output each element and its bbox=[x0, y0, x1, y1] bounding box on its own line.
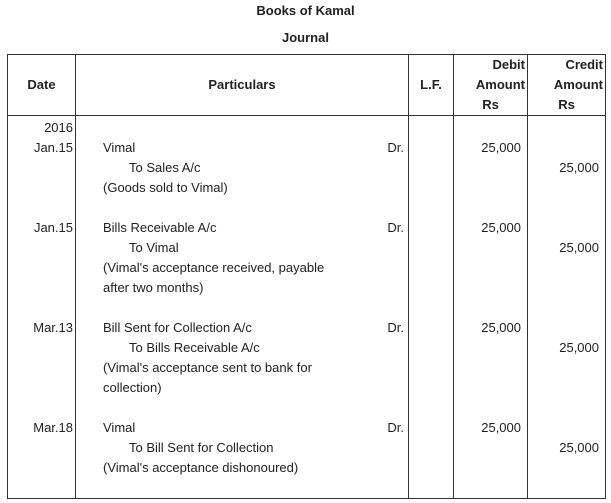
credit-account: To Bills Receivable A/c bbox=[129, 340, 260, 355]
debit-amount: 25,000 bbox=[481, 220, 521, 235]
credit-account: To Sales A/c bbox=[129, 160, 201, 175]
dr-label: Dr. bbox=[387, 220, 404, 235]
credit-amount: 25,000 bbox=[559, 340, 599, 355]
debit-account: Bill Sent for Collection A/c bbox=[103, 320, 252, 335]
dr-label: Dr. bbox=[387, 320, 404, 335]
debit-account-line bbox=[103, 418, 404, 438]
debit-account-line bbox=[103, 318, 404, 338]
lf-column bbox=[409, 116, 454, 499]
narration: (Vimal's acceptance sent to bank for bbox=[103, 360, 312, 375]
col-credit bbox=[528, 55, 606, 116]
col-debit-line: Rs bbox=[482, 97, 499, 112]
col-debit bbox=[454, 55, 528, 116]
book-title: Books of Kamal bbox=[256, 3, 355, 18]
col-credit-line: Amount bbox=[553, 77, 603, 92]
dr-label: Dr. bbox=[387, 420, 404, 435]
col-credit-line: Credit bbox=[565, 57, 603, 72]
debit-account: Vimal bbox=[103, 140, 136, 155]
journal-table bbox=[7, 54, 606, 499]
header-row bbox=[8, 55, 606, 116]
narration: (Vimal's acceptance received, payable bbox=[103, 260, 325, 275]
year-label: 2016 bbox=[44, 120, 73, 135]
col-credit-line: Rs bbox=[558, 97, 575, 112]
credit-account: To Bill Sent for Collection bbox=[129, 440, 274, 455]
entry-date: Jan.15 bbox=[33, 220, 73, 235]
col-date: Date bbox=[8, 55, 76, 116]
debit-account-line bbox=[103, 138, 404, 158]
narration: (Vimal's acceptance dishonoured) bbox=[103, 460, 299, 475]
col-debit-line: Amount bbox=[475, 77, 525, 92]
credit-amount: 25,000 bbox=[559, 440, 599, 455]
journal-body bbox=[8, 116, 606, 499]
entry-date: Mar.13 bbox=[33, 320, 73, 335]
particulars-column bbox=[76, 116, 409, 499]
debit-account-line bbox=[103, 218, 404, 238]
narration: collection) bbox=[103, 380, 162, 395]
credit-account: To Vimal bbox=[129, 240, 179, 255]
credit-column bbox=[528, 116, 606, 499]
credit-amount: 25,000 bbox=[559, 240, 599, 255]
journal-title: Journal bbox=[282, 30, 329, 45]
debit-amount: 25,000 bbox=[481, 320, 521, 335]
debit-account: Bills Receivable A/c bbox=[103, 220, 217, 235]
col-debit-line: Debit bbox=[492, 57, 525, 72]
debit-account: Vimal bbox=[103, 420, 136, 435]
entry-date: Mar.18 bbox=[33, 420, 73, 435]
debit-column bbox=[454, 116, 528, 499]
dr-label: Dr. bbox=[387, 140, 404, 155]
date-column bbox=[8, 116, 76, 499]
credit-amount: 25,000 bbox=[559, 160, 599, 175]
entry-date: Jan.15 bbox=[33, 140, 73, 155]
debit-amount: 25,000 bbox=[481, 420, 521, 435]
narration: after two months) bbox=[103, 280, 204, 295]
narration: (Goods sold to Vimal) bbox=[103, 180, 228, 195]
col-particulars: Particulars bbox=[76, 55, 409, 116]
col-lf: L.F. bbox=[409, 55, 454, 116]
debit-amount: 25,000 bbox=[481, 140, 521, 155]
